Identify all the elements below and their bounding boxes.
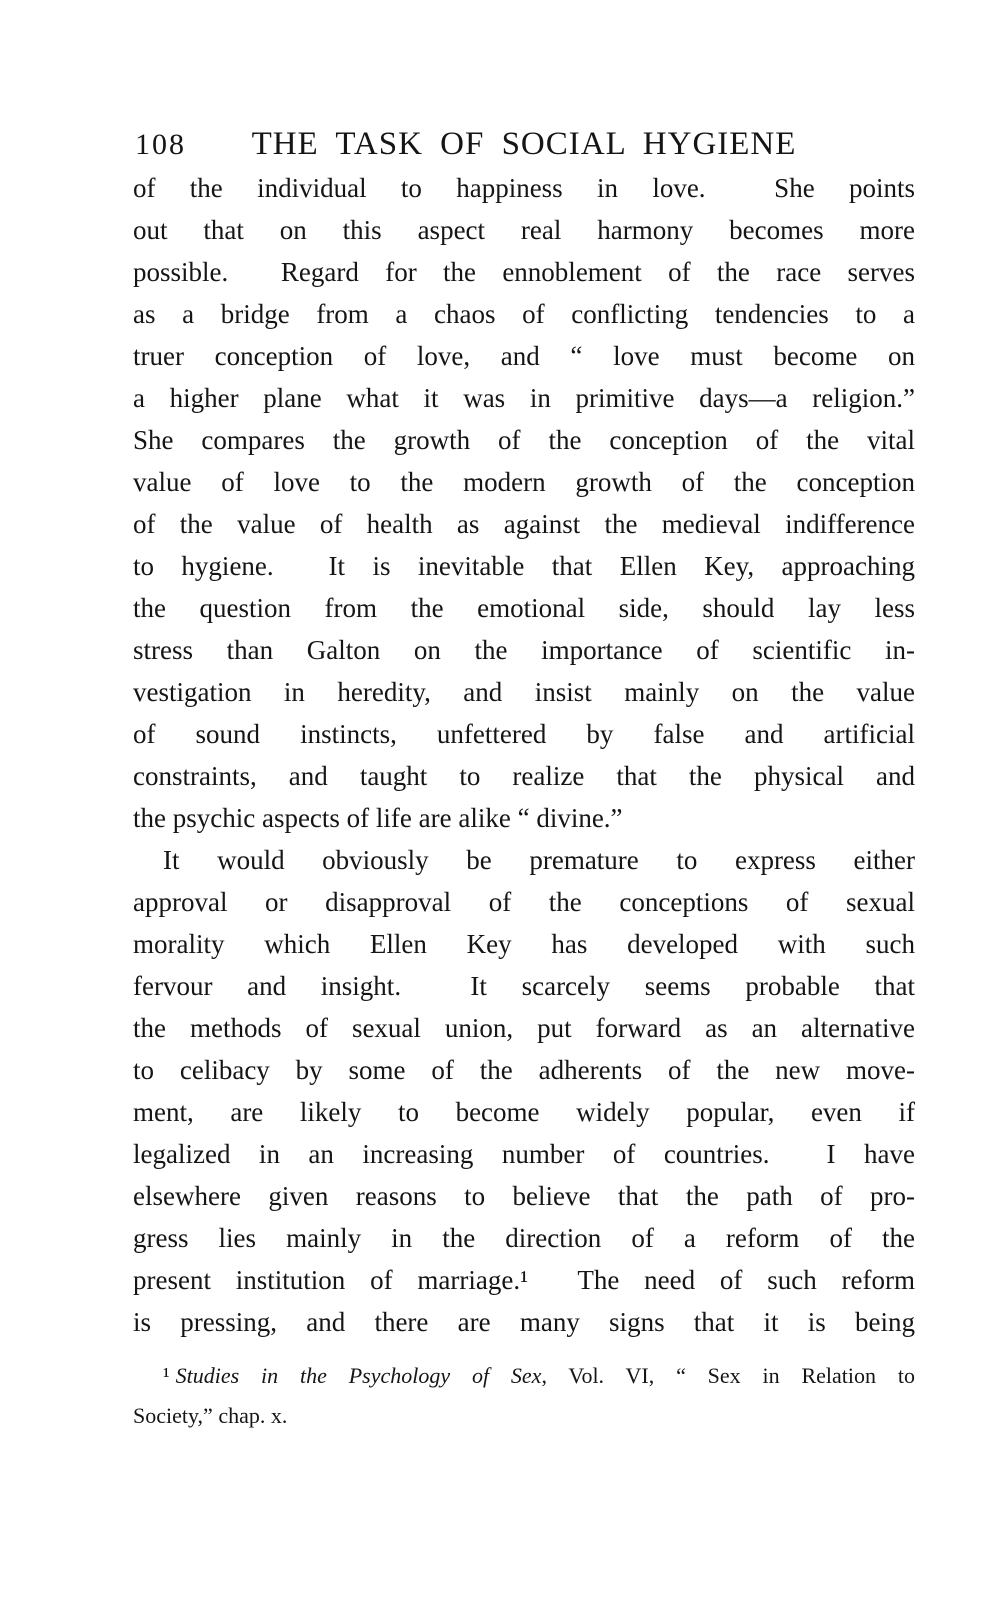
text-line: gress lies mainly in the direction of a reform of the (133, 1223, 915, 1253)
text-line: as a bridge from a chaos of conflicting tendencies to a (133, 299, 915, 329)
text-line: is pressing, and there are many signs that it is being (133, 1307, 915, 1337)
footnote-marker: ¹ (163, 1363, 170, 1388)
footnote-work-title: Studies in the Psychology of Sex (175, 1363, 542, 1388)
text-line: possible. Regard for the ennoblement of the race serves (133, 257, 915, 287)
text-line: elsewhere given reasons to believe that the path of pro- (133, 1181, 915, 1211)
text-line: legalized in an increasing number of countries. I have (133, 1139, 915, 1169)
text-line: ment, are likely to become widely popular, even if (133, 1097, 915, 1127)
text-line: of sound instincts, unfettered by false and artificial (133, 719, 915, 749)
text-line: She compares the growth of the conception of the vital (133, 425, 915, 455)
text-line: stress than Galton on the importance of scientific in- (133, 635, 915, 665)
text-line: It would obviously be premature to express either (163, 845, 915, 875)
text-line: to celibacy by some of the adherents of the new move- (133, 1055, 915, 1085)
footnote-line-2: Society,” chap. x. (133, 1403, 288, 1428)
footnote (133, 1356, 915, 1436)
text-line: truer conception of love, and “ love must become on (133, 341, 915, 371)
text-line: of the individual to happiness in love. She points (133, 173, 915, 203)
text-line: a higher plane what it was in primitive days—a religion.” (133, 383, 915, 413)
text-line: the methods of sexual union, put forward as an alternative (133, 1013, 915, 1043)
text-line: the psychic aspects of life are alike “ divine.” (133, 803, 623, 833)
text-line: approval or disapproval of the conceptions of sexual (133, 887, 915, 917)
page-header (133, 126, 915, 164)
footnote-reference: , Vol. VI, “ Sex in Relation to (541, 1363, 915, 1388)
text-line: morality which Ellen Key has developed with such (133, 929, 915, 959)
text-line: to hygiene. It is inevitable that Ellen Key, approaching (133, 551, 915, 581)
text-line: present institution of marriage.¹ The need of such reform (133, 1265, 915, 1295)
text-line: constraints, and taught to realize that the physical and (133, 761, 915, 791)
text-line: vestigation in heredity, and insist mainly on the value (133, 677, 915, 707)
footnote-line-1 (133, 1356, 915, 1396)
text-line: fervour and insight. It scarcely seems probable that (133, 971, 915, 1001)
text-line: of the value of health as against the medieval indifference (133, 509, 915, 539)
body-text (133, 167, 915, 1343)
text-line: the question from the emotional side, should lay less (133, 593, 915, 623)
running-title: THE TASK OF SOCIAL HYGIENE (251, 126, 797, 162)
page-number: 108 (135, 128, 186, 161)
text-line: out that on this aspect real harmony becomes more (133, 215, 915, 245)
text-line: value of love to the modern growth of the conception (133, 467, 915, 497)
